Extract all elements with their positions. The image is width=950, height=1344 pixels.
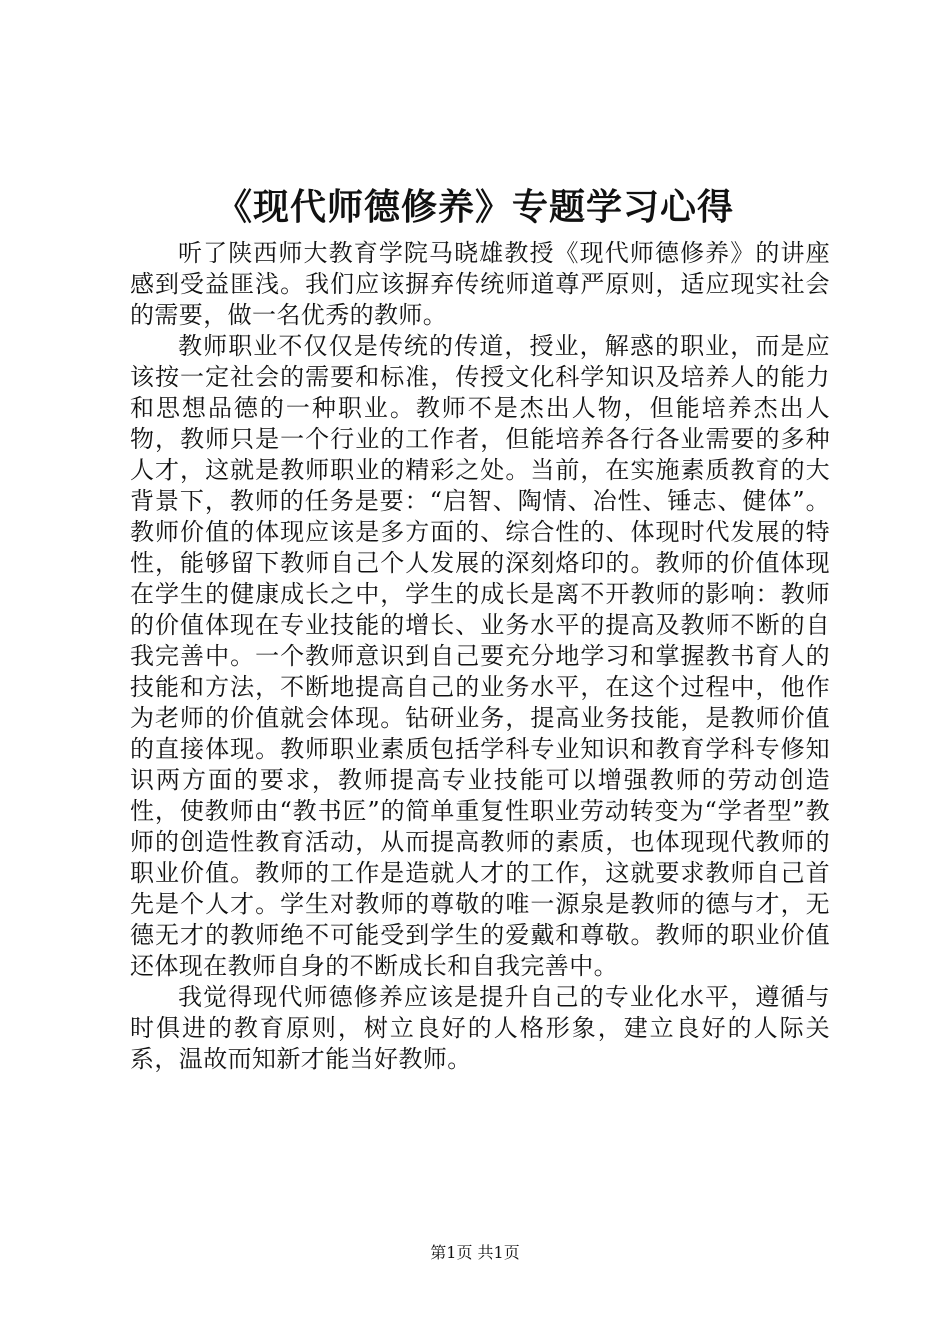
paragraph-main: 教师职业不仅仅是传统的传道，授业，解惑的职业，而是应该按一定社会的需要和标准，传授文化科学知识及培养人的能力和思想品德的一种职业。教师不是杰出人物，但能培养杰出人物，教师只是一个行业的工作者，但能培养各行各业需要的多种人才，这就是教师职业的精彩之处。当前，在实施素质教育的大背景下，教师的任务是要：“启智、陶情、冶性、锤志、健体”。教师价值的体现应该是多方面的、综合性的、体现时代发展的特性，能够留下教师自己个人发展的深刻烙印的。教师的价值体现在学生的健康成长之中，学生的成长是离不开教师的影响：教师的价值体现在专业技能的增长、业务水平的提高及教师不断的自我完善中。一个教师意识到自己要充分地学习和掌握教书育人的技能和方法，不断地提高自己的业务水平，在这个过程中，他作为老师的价值就会体现。钻研业务，提高业务技能，是教师价值的直接体现。教师职业素质包括学科专业知识和教育学科专修知识两方面的要求，教师提高专业技能可以增强教师的劳动创造性，使教师由“教书匠”的简单重复性职业劳动转变为“学者型”教师的创造性教育活动，从而提高教师的素质，也体现现代教师的职业价值。教师的工作是造就人才的工作，这就要求教师自己首先是个人才。学生对教师的尊敬的唯一源泉是教师的德与才，无德无才的教师绝不可能受到学生的爱戴和尊敬。教师的职业价值还体现在教师自身的不断成长和自我完善中。 bbox=[130, 332, 830, 980]
paragraph-conclusion: 我觉得现代师德修养应该是提升自己的专业化水平，遵循与时俱进的教育原则，树立良好的人格形象，建立良好的人际关系，温故而知新才能当好教师。 bbox=[130, 983, 830, 1073]
page-footer: 第1页 共1页 bbox=[430, 1243, 520, 1262]
page-title: 《现代师德修养》专题学习心得 bbox=[215, 186, 734, 228]
paragraph-intro: 听了陕西师大教育学院马晓雄教授《现代师德修养》的讲座感到受益匪浅。我们应该摒弃传统师道尊严原则，适应现实社会的需要，做一名优秀的教师。 bbox=[130, 239, 830, 329]
document-body bbox=[130, 238, 830, 1075]
